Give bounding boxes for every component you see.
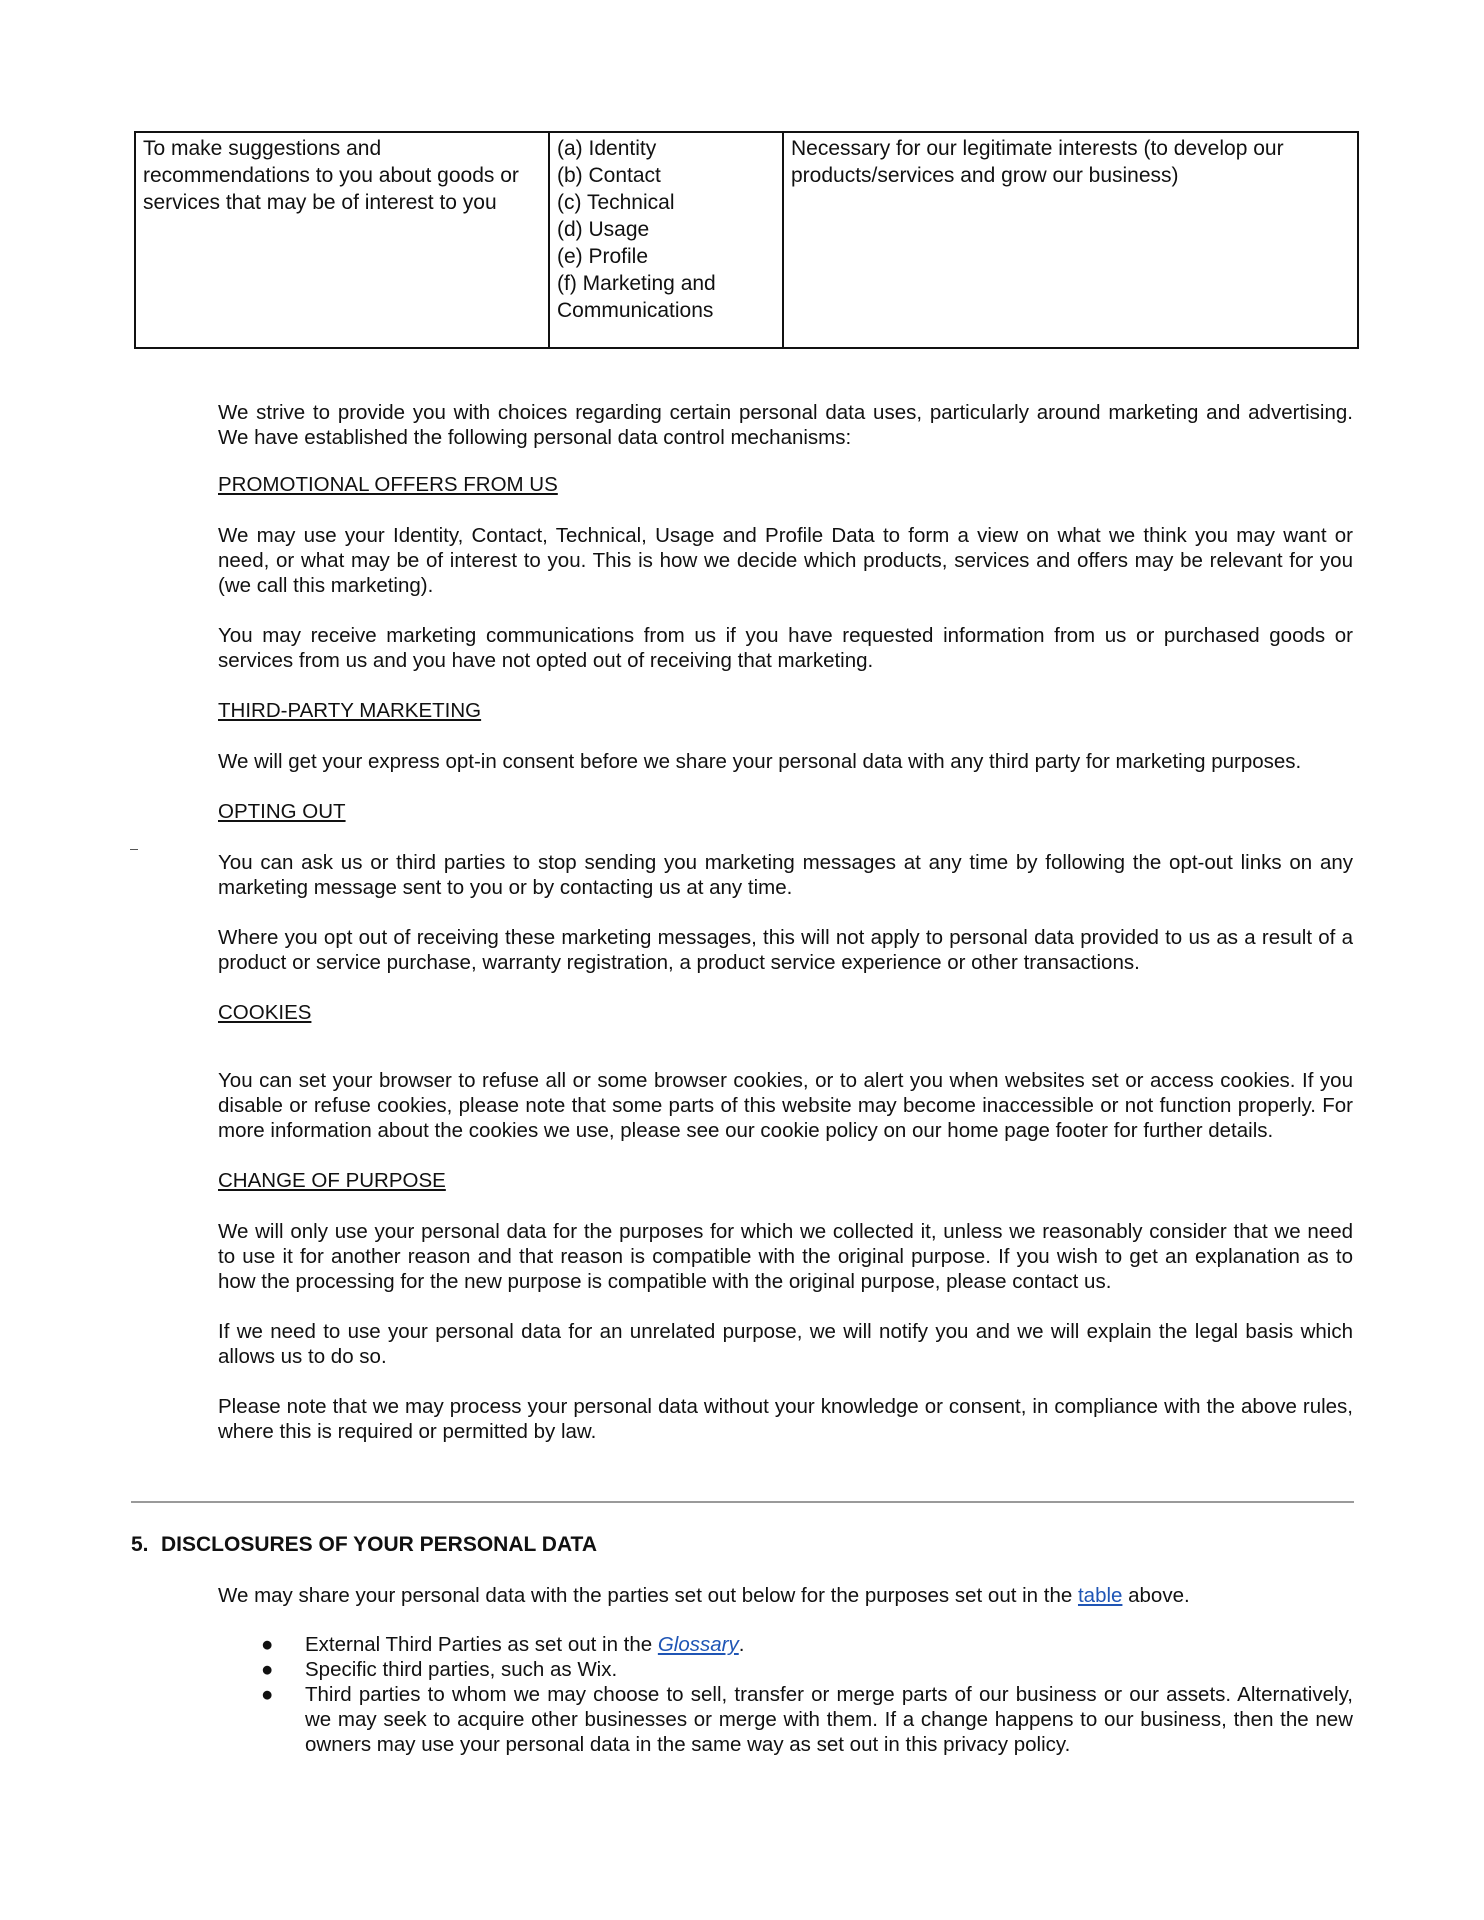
bullet-icon: ● [261,1658,274,1681]
data-type-item: (a) Identity [557,137,657,160]
third-party-paragraph: We will get your express opt-in consent before we share your personal data with any third party for marketing purposes. [218,750,1302,773]
lawful-basis-cell: Necessary for our legitimate interests (to develop our products/services and grow our business) [783,132,1358,348]
data-type-cell [549,132,783,348]
section-title-text: DISCLOSURES OF YOUR PERSONAL DATA [161,1533,597,1556]
list-item [218,1657,1353,1682]
data-type-item: (f) Marketing and Communications [557,272,716,322]
change-paragraph-3: Please note that we may process your personal data without your knowledge or consent, in compliance with the above rules, where this is required or permitted by law. [218,1395,1353,1443]
section-number: 5. [131,1533,149,1556]
purpose-cell: To make suggestions and recommendations to you about goods or services that may be of interest to you [135,132,549,348]
intro-text-before: We may share your personal data with the parties set out below for the purposes set out in the [218,1584,1078,1607]
purpose-table [134,131,1359,349]
section-5-title [131,1532,597,1558]
data-type-item: (b) Contact [557,164,661,187]
cookies-paragraph: You can set your browser to refuse all or some browser cookies, or to alert you when websites set or access cookies. If you disable or refuse cookies, please note that some parts of this website may become inaccessible or not function properly. For more information about the cookies we use, please see our cookie policy on our home page footer for further details. [218,1069,1353,1142]
list-item-text: Specific third parties, such as Wix. [305,1658,618,1681]
promo-paragraph-1: We may use your Identity, Contact, Technical, Usage and Profile Data to form a view on what we think you may want or need, or what may be of interest to you. This is how we decide which products, services and offers may be relevant for you (we call this marketing). [218,524,1353,597]
promo-paragraph-2: You may receive marketing communications from us if you have requested information from us or purchased goods or services from us and you have not opted out of receiving that marketing. [218,624,1353,672]
promo-heading: PROMOTIONAL OFFERS FROM US [218,473,558,496]
list-item-text-after: . [738,1633,745,1656]
section-divider [131,1501,1354,1503]
change-paragraph-2: If we need to use your personal data for an unrelated purpose, we will notify you and we will explain the legal basis which allows us to do so. [218,1320,1353,1368]
bullet-icon: ● [261,1633,274,1656]
cookies-heading: COOKIES [218,1001,312,1024]
list-item-text: External Third Parties as set out in the [305,1633,658,1656]
opting-out-paragraph-2: Where you opt out of receiving these marketing messages, this will not apply to personal data provided to us as a result of a product or service purchase, warranty registration, a product service experience or other transactions. [218,926,1353,974]
change-of-purpose-heading: CHANGE OF PURPOSE [218,1169,446,1192]
section-5-intro [218,1583,1190,1608]
table-row [135,132,1358,348]
intro-paragraph: We strive to provide you with choices regarding certain personal data uses, particularly around marketing and advertising. We have established the following personal data control mechanisms: [218,401,1353,449]
margin-mark [130,849,138,850]
opting-out-paragraph-1: You can ask us or third parties to stop sending you marketing messages at any time by following the opt-out links on any marketing message sent to you or by contacting us at any time. [218,851,1353,899]
data-type-item: (e) Profile [557,245,649,268]
bullet-icon: ● [261,1683,274,1706]
intro-text-after: above. [1122,1584,1190,1607]
glossary-link[interactable]: Glossary [657,1633,739,1656]
marketing-section [218,400,1353,1444]
data-type-item: (d) Usage [557,218,650,241]
table-link[interactable]: table [1077,1584,1123,1607]
third-party-heading: THIRD-PARTY MARKETING [218,699,482,722]
list-item-text: Third parties to whom we may choose to sell, transfer or merge parts of our business or our assets. Alternatively, we may seek to acquire other businesses or merge with them. If a change happens to our business, then the new owners may use your personal data in the same way as set out in this privacy policy. [305,1683,1353,1756]
change-paragraph-1: We will only use your personal data for the purposes for which we collected it, unless we reasonably consider that we need to use it for another reason and that reason is compatible with the original purpose. If you wish to get an explanation as to how the processing for the new purpose is compatible with the original purpose, please contact us. [218,1220,1353,1293]
list-item [218,1632,1353,1657]
disclosure-list [218,1632,1353,1757]
list-item [218,1682,1353,1757]
opting-out-heading: OPTING OUT [218,800,346,823]
data-type-item: (c) Technical [557,191,675,214]
